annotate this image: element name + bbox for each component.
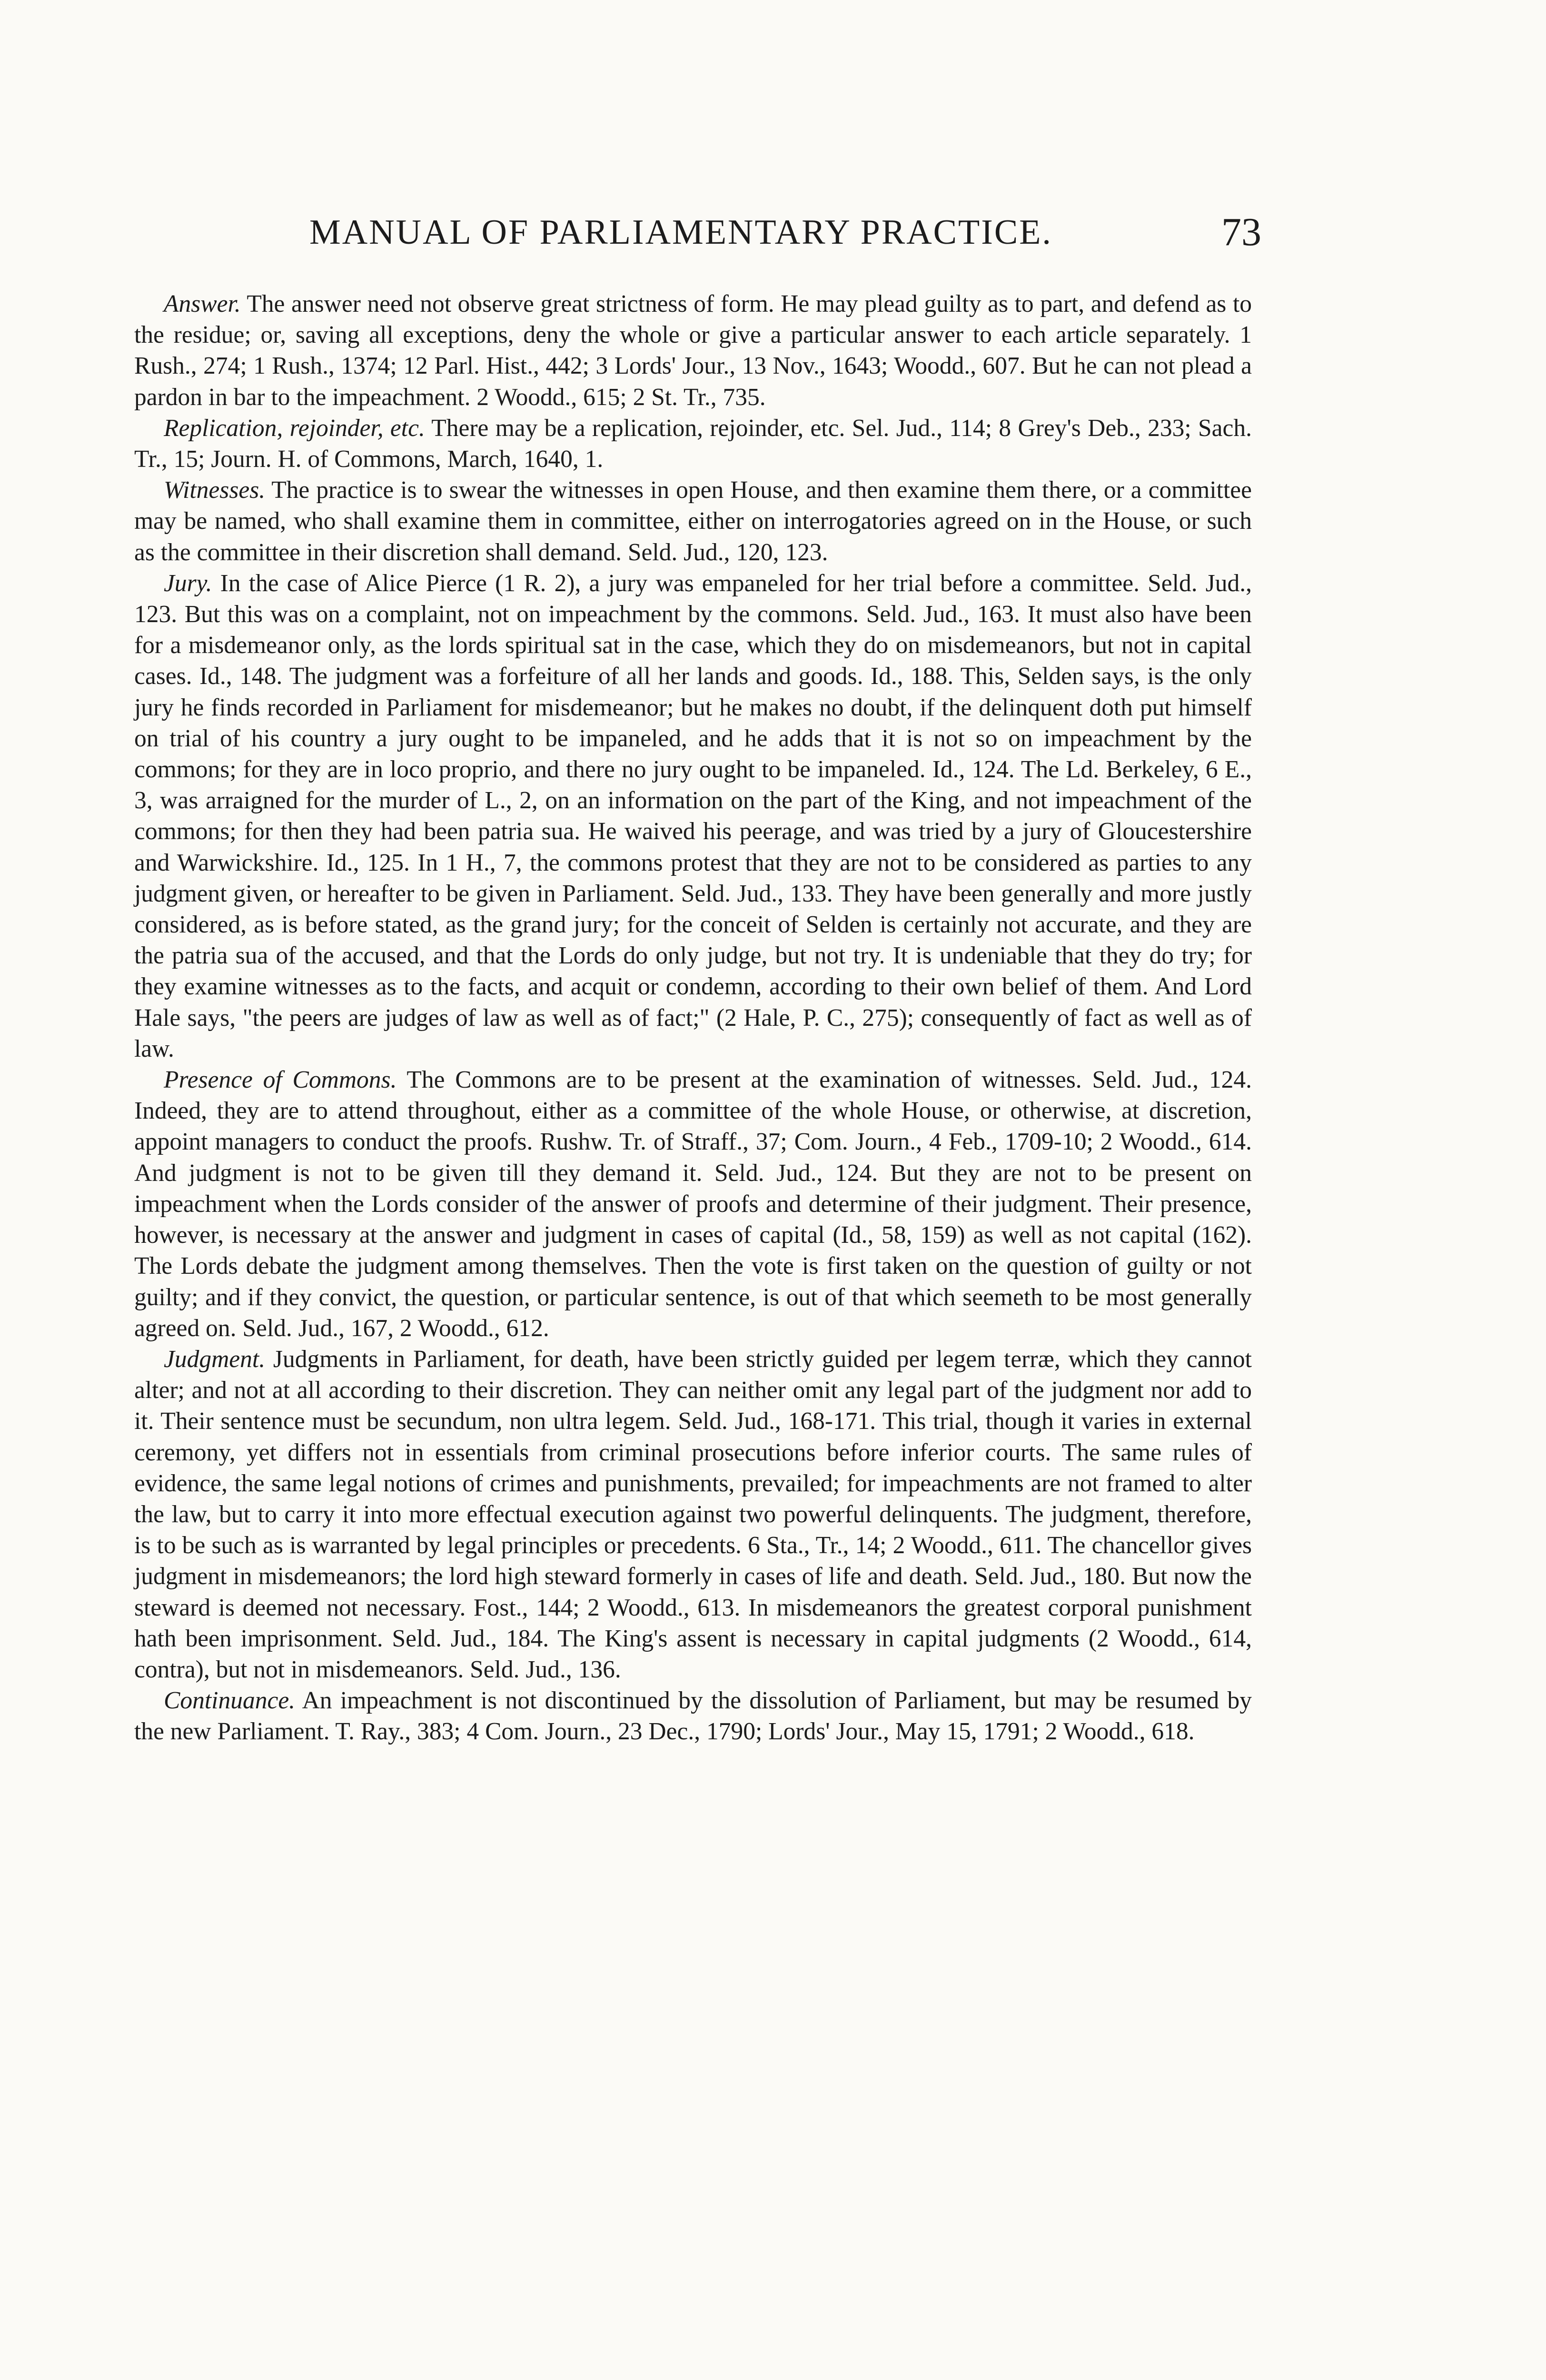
paragraph-judgment [134,1344,1252,1685]
paragraph-text: The Commons are to be present at the examination of witnesses. Seld. Jud., 124. Indeed, they are to attend throughout, either as a committee of the whole House, or otherwise, at discretion, appoint managers to conduct the proofs. Rushw. Tr. of Straff., 37; Com. Journ., 4 Feb., 1709-10; 2 Woodd., 614. And judgment is not to be given till they demand it. Seld. Jud., 124. But they are not to be present on impeachment when the Lords consider of the answer of proofs and determine of their judgment. Their presence, however, is necessary at the answer and judgment in cases of capital (Id., 58, 159) as well as not capital (162). The Lords debate the judgment among themselves. Then the vote is first taken on the question of guilty or not guilty; and if they convict, the question, or particular sentence, is out of that which seemeth to be most generally agreed on. Seld. Jud., 167, 2 Woodd., 612. [134,1066,1252,1342]
paragraph-witnesses [134,475,1252,568]
page-number: 73 [1221,210,1261,254]
paragraph-lead: Presence of Commons. [164,1066,397,1094]
paragraph-lead: Jury. [164,569,212,597]
paragraph-answer [134,288,1252,413]
paragraph-text: The practice is to swear the witnesses in open House, and then examine them there, or a committee may be named, who shall examine them in committee, either on interrogatories agreed on in the House, or such as the committee in their discretion shall demand. Seld. Jud., 120, 123. [134,476,1252,566]
paragraph-jury [134,568,1252,1064]
body-text [134,288,1252,1747]
paragraph-lead: Replication, rejoinder, etc. [164,414,425,442]
paragraph-continuance [134,1685,1252,1747]
paragraph-text: In the case of Alice Pierce (1 R. 2), a jury was empaneled for her trial before a committee. Seld. Jud., 123. But this was on a complaint, not on impeachment by the commons. Seld. Jud., 163. It must also have been for a misdemeanor only, as the lords spiritual sat in the case, which they do on misdemeanors, but not in capital cases. Id., 148. The judgment was a forfeiture of all her lands and goods. Id., 188. This, Selden says, is the only jury he finds recorded in Parliament for misdemeanor; but he makes no doubt, if the delinquent doth put himself on trial of his country a jury ought to be impaneled, and he adds that it is not so on impeachment by the commons; for they are in loco proprio, and there no jury ought to be impaneled. Id., 124. The Ld. Berkeley, 6 E., 3, was arraigned for the murder of L., 2, on an information on the part of the King, and not impeachment of the commons; for then they had been patria sua. He waived his peerage, and was tried by a jury of Gloucestershire and Warwickshire. Id., 125. In 1 H., 7, the commons protest that they are not to be considered as parties to any judgment given, or hereafter to be given in Parliament. Seld. Jud., 133. They have been generally and more justly considered, as is before stated, as the grand jury; for the conceit of Selden is certainly not accurate, and they are the patria sua of the accused, and that the Lords do only judge, but not try. It is undeniable that they do try; for they examine witnesses as to the facts, and acquit or condemn, according to their own belief of them. And Lord Hale says, "the peers are judges of law as well as of fact;" (2 Hale, P. C., 275); consequently of fact as well as of law. [134,569,1252,1062]
paragraph-text: There may be a replication, rejoinder, etc. Sel. Jud., 114; 8 Grey's Deb., 233; Sach. Tr., 15; Journ. H. of Commons, March, 1640, 1. [134,414,1252,473]
paragraph-text: The answer need not observe great strictness of form. He may plead guilty as to part, and defend as to the residue; or, saving all exceptions, deny the whole or give a particular answer to each article separately. 1 Rush., 274; 1 Rush., 1374; 12 Parl. Hist., 442; 3 Lords' Jour., 13 Nov., 1643; Woodd., 607. But he can not plead a pardon in bar to the impeachment. 2 Woodd., 615; 2 St. Tr., 735. [134,290,1252,411]
paragraph-lead: Answer. [164,290,241,317]
paragraph-lead: Continuance. [164,1687,296,1715]
paragraph-lead: Witnesses. [164,476,266,504]
paragraph-text: Judgments in Parliament, for death, have been strictly guided per legem terræ, which they cannot alter; and not at all according to their discretion. They can neither omit any legal part of the judgment nor add to it. Their sentence must be secundum, non ultra legem. Seld. Jud., 168-171. This trial, though it varies in external ceremony, yet differs not in essentials from criminal prosecutions before inferior courts. The same rules of evidence, the same legal notions of crimes and punishments, prevailed; for impeachments are not framed to alter the law, but to carry it into more effectual execution against two powerful delinquents. The judgment, therefore, is to be such as is warranted by legal principles or precedents. 6 Sta., Tr., 14; 2 Woodd., 611. The chancellor gives judgment in misdemeanors; the lord high steward formerly in cases of life and death. Seld. Jud., 180. But now the steward is deemed not necessary. Fost., 144; 2 Woodd., 613. In misdemeanors the greatest corporal punishment hath been imprisonment. Seld. Jud., 184. The King's assent is necessary in capital judgments (2 Woodd., 614, contra), but not in misdemeanors. Seld. Jud., 136. [134,1345,1252,1683]
paragraph-presence-of-commons [134,1064,1252,1344]
paragraph-lead: Judgment. [164,1345,266,1373]
running-title: MANUAL OF PARLIAMENTARY PRACTICE. [309,213,1052,252]
page-header [162,208,1261,261]
paragraph-replication [134,413,1252,475]
paragraph-text: An impeachment is not discontinued by the dissolution of Parliament, but may be resumed by the new Parliament. T. Ray., 383; 4 Com. Journ., 23 Dec., 1790; Lords' Jour., May 15, 1791; 2 Woodd., 618. [134,1687,1252,1745]
